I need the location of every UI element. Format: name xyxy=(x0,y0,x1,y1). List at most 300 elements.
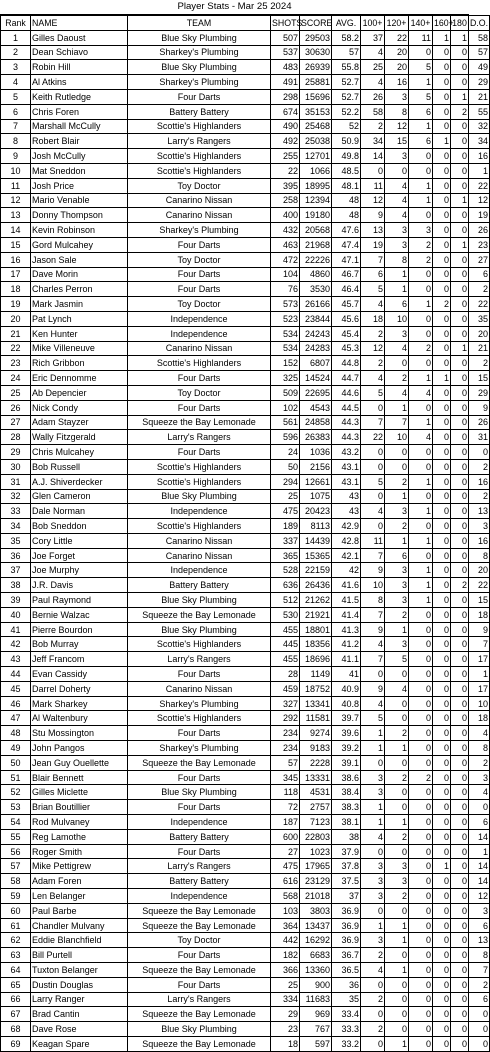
cell-avg: 38.1 xyxy=(332,815,361,830)
header-score: SCORE xyxy=(300,16,332,31)
cell-do: 57 xyxy=(469,45,490,60)
cell-team: Battery Battery xyxy=(128,829,271,844)
cell-120-plus: 0 xyxy=(385,459,409,474)
cell-shots: 327 xyxy=(271,696,300,711)
cell-team: Larry's Rangers xyxy=(128,430,271,445)
cell-do: 12 xyxy=(469,889,490,904)
cell-name: Larry Ranger xyxy=(31,992,128,1007)
cell-do: 2 xyxy=(469,356,490,371)
cell-rank: 21 xyxy=(1,326,31,341)
cell-rank: 57 xyxy=(1,859,31,874)
cell-160-plus: 0 xyxy=(433,356,451,371)
cell-160-plus: 0 xyxy=(433,1022,451,1037)
cell-do: 10 xyxy=(469,696,490,711)
table-row xyxy=(1,45,490,60)
cell-100-plus: 19 xyxy=(361,237,385,252)
header-shots: SHOTS xyxy=(271,16,300,31)
cell-avg: 44.8 xyxy=(332,356,361,371)
cell-180: 0 xyxy=(451,652,469,667)
cell-160-plus: 0 xyxy=(433,459,451,474)
sheet-title: Player Stats - Mar 25 2024 xyxy=(0,0,469,15)
cell-do: 6 xyxy=(469,267,490,282)
cell-180: 0 xyxy=(451,741,469,756)
cell-do: 21 xyxy=(469,341,490,356)
cell-score: 26436 xyxy=(300,578,332,593)
table-row xyxy=(1,681,490,696)
cell-do: 17 xyxy=(469,652,490,667)
cell-180: 0 xyxy=(451,593,469,608)
cell-team: Four Darts xyxy=(128,445,271,460)
cell-name: Dale Norman xyxy=(31,504,128,519)
cell-name: J.R. Davis xyxy=(31,578,128,593)
cell-160-plus: 0 xyxy=(433,815,451,830)
cell-do: 58 xyxy=(469,30,490,45)
table-row xyxy=(1,1036,490,1051)
cell-shots: 475 xyxy=(271,859,300,874)
table-row xyxy=(1,297,490,312)
cell-180: 0 xyxy=(451,844,469,859)
cell-180: 0 xyxy=(451,119,469,134)
cell-140-plus: 0 xyxy=(409,1007,433,1022)
cell-140-plus: 0 xyxy=(409,918,433,933)
cell-140-plus: 0 xyxy=(409,741,433,756)
cell-score: 8113 xyxy=(300,519,332,534)
cell-team: Toy Doctor xyxy=(128,178,271,193)
cell-rank: 68 xyxy=(1,1022,31,1037)
cell-avg: 46.4 xyxy=(332,282,361,297)
cell-100-plus: 5 xyxy=(361,711,385,726)
cell-avg: 33.3 xyxy=(332,1022,361,1037)
cell-rank: 27 xyxy=(1,415,31,430)
cell-rank: 34 xyxy=(1,519,31,534)
cell-rank: 19 xyxy=(1,297,31,312)
cell-team: Scottie's Highlanders xyxy=(128,637,271,652)
cell-team: Larry's Rangers xyxy=(128,652,271,667)
cell-avg: 45.4 xyxy=(332,326,361,341)
cell-140-plus: 0 xyxy=(409,1022,433,1037)
cell-name: Paul Raymond xyxy=(31,593,128,608)
cell-avg: 50.9 xyxy=(332,134,361,149)
cell-team: Squeeze the Bay Lemonade xyxy=(128,963,271,978)
cell-100-plus: 58 xyxy=(361,104,385,119)
cell-name: Robert Blair xyxy=(31,134,128,149)
cell-name: Reg Lamothe xyxy=(31,829,128,844)
cell-name: Bob Sneddon xyxy=(31,519,128,534)
cell-120-plus: 4 xyxy=(385,681,409,696)
cell-shots: 366 xyxy=(271,963,300,978)
cell-shots: 22 xyxy=(271,163,300,178)
cell-100-plus: 12 xyxy=(361,341,385,356)
cell-name: Joe Forget xyxy=(31,548,128,563)
cell-rank: 13 xyxy=(1,208,31,223)
cell-avg: 48.1 xyxy=(332,178,361,193)
cell-140-plus: 0 xyxy=(409,149,433,164)
cell-140-plus: 2 xyxy=(409,341,433,356)
cell-160-plus: 0 xyxy=(433,770,451,785)
cell-rank: 39 xyxy=(1,593,31,608)
table-row xyxy=(1,607,490,622)
cell-120-plus: 0 xyxy=(385,785,409,800)
cell-160-plus: 1 xyxy=(433,30,451,45)
table-row xyxy=(1,134,490,149)
cell-100-plus: 0 xyxy=(361,459,385,474)
cell-180: 0 xyxy=(451,859,469,874)
cell-avg: 37 xyxy=(332,889,361,904)
cell-100-plus: 9 xyxy=(361,208,385,223)
cell-do: 0 xyxy=(469,1036,490,1051)
cell-rank: 29 xyxy=(1,445,31,460)
cell-180: 1 xyxy=(451,30,469,45)
cell-score: 23129 xyxy=(300,874,332,889)
cell-160-plus: 0 xyxy=(433,252,451,267)
cell-100-plus: 1 xyxy=(361,741,385,756)
cell-140-plus: 0 xyxy=(409,459,433,474)
cell-160-plus: 0 xyxy=(433,311,451,326)
cell-120-plus: 8 xyxy=(385,104,409,119)
cell-140-plus: 0 xyxy=(409,696,433,711)
cell-120-plus: 1 xyxy=(385,815,409,830)
cell-140-plus: 0 xyxy=(409,903,433,918)
cell-score: 4543 xyxy=(300,400,332,415)
cell-160-plus: 0 xyxy=(433,341,451,356)
cell-160-plus: 0 xyxy=(433,237,451,252)
cell-name: Bernie Walzac xyxy=(31,607,128,622)
table-row xyxy=(1,578,490,593)
cell-do: 15 xyxy=(469,593,490,608)
cell-avg: 39.2 xyxy=(332,741,361,756)
cell-name: Pat Lynch xyxy=(31,311,128,326)
cell-160-plus: 0 xyxy=(433,593,451,608)
cell-do: 55 xyxy=(469,104,490,119)
cell-score: 18752 xyxy=(300,681,332,696)
table-row xyxy=(1,948,490,963)
cell-120-plus: 1 xyxy=(385,741,409,756)
cell-team: Squeeze the Bay Lemonade xyxy=(128,1007,271,1022)
cell-180: 0 xyxy=(451,667,469,682)
table-row xyxy=(1,163,490,178)
cell-180: 0 xyxy=(451,178,469,193)
cell-score: 4860 xyxy=(300,267,332,282)
cell-rank: 40 xyxy=(1,607,31,622)
cell-shots: 600 xyxy=(271,829,300,844)
cell-do: 0 xyxy=(469,800,490,815)
cell-180: 1 xyxy=(451,341,469,356)
cell-do: 15 xyxy=(469,371,490,386)
cell-120-plus: 3 xyxy=(385,326,409,341)
cell-100-plus: 0 xyxy=(361,755,385,770)
cell-team: Toy Doctor xyxy=(128,297,271,312)
cell-score: 7123 xyxy=(300,815,332,830)
cell-140-plus: 0 xyxy=(409,652,433,667)
cell-100-plus: 25 xyxy=(361,60,385,75)
cell-score: 9183 xyxy=(300,741,332,756)
cell-160-plus: 0 xyxy=(433,741,451,756)
cell-shots: 18 xyxy=(271,1036,300,1051)
cell-avg: 45.7 xyxy=(332,297,361,312)
cell-100-plus: 0 xyxy=(361,489,385,504)
cell-180: 0 xyxy=(451,356,469,371)
cell-180: 0 xyxy=(451,267,469,282)
cell-score: 9274 xyxy=(300,726,332,741)
cell-do: 7 xyxy=(469,637,490,652)
cell-name: Keagan Spare xyxy=(31,1036,128,1051)
cell-140-plus: 0 xyxy=(409,311,433,326)
cell-160-plus: 0 xyxy=(433,267,451,282)
table-row xyxy=(1,903,490,918)
cell-do: 22 xyxy=(469,178,490,193)
cell-score: 19180 xyxy=(300,208,332,223)
cell-name: Blair Bennett xyxy=(31,770,128,785)
cell-180: 0 xyxy=(451,208,469,223)
cell-shots: 445 xyxy=(271,637,300,652)
cell-120-plus: 10 xyxy=(385,430,409,445)
cell-score: 13341 xyxy=(300,696,332,711)
cell-140-plus: 0 xyxy=(409,607,433,622)
cell-avg: 35 xyxy=(332,992,361,1007)
cell-180: 0 xyxy=(451,504,469,519)
cell-120-plus: 0 xyxy=(385,992,409,1007)
cell-team: Four Darts xyxy=(128,371,271,386)
cell-160-plus: 0 xyxy=(433,622,451,637)
cell-180: 0 xyxy=(451,430,469,445)
cell-score: 18696 xyxy=(300,652,332,667)
cell-160-plus: 2 xyxy=(433,297,451,312)
table-row xyxy=(1,119,490,134)
cell-120-plus: 22 xyxy=(385,30,409,45)
cell-120-plus: 3 xyxy=(385,593,409,608)
cell-100-plus: 4 xyxy=(361,696,385,711)
cell-100-plus: 11 xyxy=(361,178,385,193)
cell-shots: 298 xyxy=(271,89,300,104)
cell-rank: 63 xyxy=(1,948,31,963)
cell-120-plus: 2 xyxy=(385,519,409,534)
cell-do: 49 xyxy=(469,60,490,75)
cell-team: Independence xyxy=(128,889,271,904)
cell-name: Chris Mulcahey xyxy=(31,445,128,460)
cell-140-plus: 0 xyxy=(409,800,433,815)
cell-120-plus: 3 xyxy=(385,874,409,889)
cell-score: 18356 xyxy=(300,637,332,652)
cell-do: 0 xyxy=(469,445,490,460)
cell-avg: 48 xyxy=(332,193,361,208)
cell-rank: 24 xyxy=(1,371,31,386)
table-row xyxy=(1,563,490,578)
cell-120-plus: 3 xyxy=(385,149,409,164)
cell-name: Tuxton Belanger xyxy=(31,963,128,978)
cell-rank: 37 xyxy=(1,563,31,578)
table-row xyxy=(1,696,490,711)
cell-rank: 67 xyxy=(1,1007,31,1022)
cell-name: Josh McCully xyxy=(31,149,128,164)
cell-120-plus: 2 xyxy=(385,770,409,785)
cell-shots: 507 xyxy=(271,30,300,45)
cell-do: 2 xyxy=(469,755,490,770)
cell-shots: 364 xyxy=(271,918,300,933)
cell-score: 18995 xyxy=(300,178,332,193)
cell-shots: 334 xyxy=(271,992,300,1007)
cell-180: 1 xyxy=(451,193,469,208)
table-row xyxy=(1,415,490,430)
cell-100-plus: 3 xyxy=(361,859,385,874)
cell-160-plus: 0 xyxy=(433,607,451,622)
cell-shots: 534 xyxy=(271,326,300,341)
table-row xyxy=(1,829,490,844)
cell-160-plus: 1 xyxy=(433,859,451,874)
cell-shots: 24 xyxy=(271,445,300,460)
cell-180: 2 xyxy=(451,578,469,593)
cell-name: Roger Smith xyxy=(31,844,128,859)
cell-100-plus: 4 xyxy=(361,371,385,386)
cell-100-plus: 0 xyxy=(361,1007,385,1022)
cell-do: 27 xyxy=(469,252,490,267)
cell-avg: 41.1 xyxy=(332,652,361,667)
cell-shots: 616 xyxy=(271,874,300,889)
cell-team: Toy Doctor xyxy=(128,385,271,400)
cell-140-plus: 2 xyxy=(409,252,433,267)
table-row xyxy=(1,800,490,815)
cell-do: 13 xyxy=(469,504,490,519)
cell-avg: 44.3 xyxy=(332,430,361,445)
cell-160-plus: 0 xyxy=(433,445,451,460)
cell-120-plus: 0 xyxy=(385,844,409,859)
cell-do: 7 xyxy=(469,963,490,978)
cell-avg: 41.4 xyxy=(332,607,361,622)
cell-120-plus: 1 xyxy=(385,933,409,948)
table-row xyxy=(1,445,490,460)
cell-do: 0 xyxy=(469,1007,490,1022)
cell-120-plus: 6 xyxy=(385,297,409,312)
cell-rank: 8 xyxy=(1,134,31,149)
cell-team: Four Darts xyxy=(128,770,271,785)
cell-team: Four Darts xyxy=(128,800,271,815)
cell-120-plus: 3 xyxy=(385,859,409,874)
cell-shots: 365 xyxy=(271,548,300,563)
cell-rank: 16 xyxy=(1,252,31,267)
player-stats-table xyxy=(0,15,490,1052)
cell-rank: 43 xyxy=(1,652,31,667)
cell-160-plus: 0 xyxy=(433,149,451,164)
cell-160-plus: 0 xyxy=(433,667,451,682)
cell-do: 12 xyxy=(469,193,490,208)
cell-120-plus: 1 xyxy=(385,267,409,282)
cell-do: 8 xyxy=(469,548,490,563)
cell-160-plus: 1 xyxy=(433,371,451,386)
cell-team: Battery Battery xyxy=(128,874,271,889)
cell-shots: 27 xyxy=(271,844,300,859)
cell-100-plus: 8 xyxy=(361,593,385,608)
cell-score: 969 xyxy=(300,1007,332,1022)
cell-name: Josh Price xyxy=(31,178,128,193)
cell-100-plus: 2 xyxy=(361,992,385,1007)
cell-100-plus: 4 xyxy=(361,45,385,60)
cell-shots: 152 xyxy=(271,356,300,371)
table-header-row xyxy=(1,16,490,31)
cell-100-plus: 2 xyxy=(361,1022,385,1037)
cell-rank: 28 xyxy=(1,430,31,445)
cell-100-plus: 1 xyxy=(361,815,385,830)
cell-160-plus: 0 xyxy=(433,415,451,430)
cell-180: 0 xyxy=(451,1007,469,1022)
cell-do: 8 xyxy=(469,948,490,963)
cell-rank: 1 xyxy=(1,30,31,45)
cell-160-plus: 0 xyxy=(433,119,451,134)
table-row xyxy=(1,89,490,104)
cell-do: 17 xyxy=(469,681,490,696)
cell-160-plus: 0 xyxy=(433,504,451,519)
cell-score: 16292 xyxy=(300,933,332,948)
cell-160-plus: 0 xyxy=(433,104,451,119)
cell-120-plus: 2 xyxy=(385,726,409,741)
cell-180: 1 xyxy=(451,89,469,104)
table-row xyxy=(1,30,490,45)
table-row xyxy=(1,223,490,238)
cell-do: 20 xyxy=(469,326,490,341)
cell-score: 2228 xyxy=(300,755,332,770)
cell-120-plus: 20 xyxy=(385,45,409,60)
cell-shots: 292 xyxy=(271,711,300,726)
cell-name: Dustin Douglas xyxy=(31,977,128,992)
cell-team: Four Darts xyxy=(128,267,271,282)
cell-140-plus: 5 xyxy=(409,60,433,75)
cell-name: Mat Sneddon xyxy=(31,163,128,178)
cell-rank: 62 xyxy=(1,933,31,948)
cell-team: Scottie's Highlanders xyxy=(128,149,271,164)
cell-140-plus: 1 xyxy=(409,563,433,578)
cell-avg: 47.4 xyxy=(332,237,361,252)
cell-160-plus: 0 xyxy=(433,652,451,667)
cell-team: Squeeze the Bay Lemonade xyxy=(128,1036,271,1051)
cell-140-plus: 0 xyxy=(409,622,433,637)
cell-team: Blue Sky Plumbing xyxy=(128,1022,271,1037)
cell-140-plus: 2 xyxy=(409,237,433,252)
cell-rank: 33 xyxy=(1,504,31,519)
cell-rank: 26 xyxy=(1,400,31,415)
cell-120-plus: 4 xyxy=(385,208,409,223)
table-row xyxy=(1,208,490,223)
cell-120-plus: 0 xyxy=(385,445,409,460)
cell-do: 1 xyxy=(469,163,490,178)
cell-team: Independence xyxy=(128,563,271,578)
cell-do: 9 xyxy=(469,622,490,637)
cell-team: Four Darts xyxy=(128,237,271,252)
cell-120-plus: 0 xyxy=(385,696,409,711)
cell-shots: 530 xyxy=(271,607,300,622)
cell-avg: 38.4 xyxy=(332,785,361,800)
cell-avg: 38 xyxy=(332,829,361,844)
cell-180: 1 xyxy=(451,237,469,252)
table-row xyxy=(1,519,490,534)
cell-score: 30630 xyxy=(300,45,332,60)
cell-180: 0 xyxy=(451,445,469,460)
cell-rank: 4 xyxy=(1,75,31,90)
cell-180: 0 xyxy=(451,326,469,341)
cell-140-plus: 0 xyxy=(409,163,433,178)
cell-do: 18 xyxy=(469,711,490,726)
cell-team: Battery Battery xyxy=(128,578,271,593)
cell-name: Glen Cameron xyxy=(31,489,128,504)
cell-180: 0 xyxy=(451,134,469,149)
table-row xyxy=(1,548,490,563)
cell-name: Mike Villeneuve xyxy=(31,341,128,356)
cell-score: 3803 xyxy=(300,903,332,918)
cell-180: 0 xyxy=(451,948,469,963)
cell-shots: 561 xyxy=(271,415,300,430)
cell-rank: 50 xyxy=(1,755,31,770)
cell-rank: 60 xyxy=(1,903,31,918)
cell-team: Four Darts xyxy=(128,89,271,104)
cell-140-plus: 1 xyxy=(409,193,433,208)
cell-rank: 56 xyxy=(1,844,31,859)
